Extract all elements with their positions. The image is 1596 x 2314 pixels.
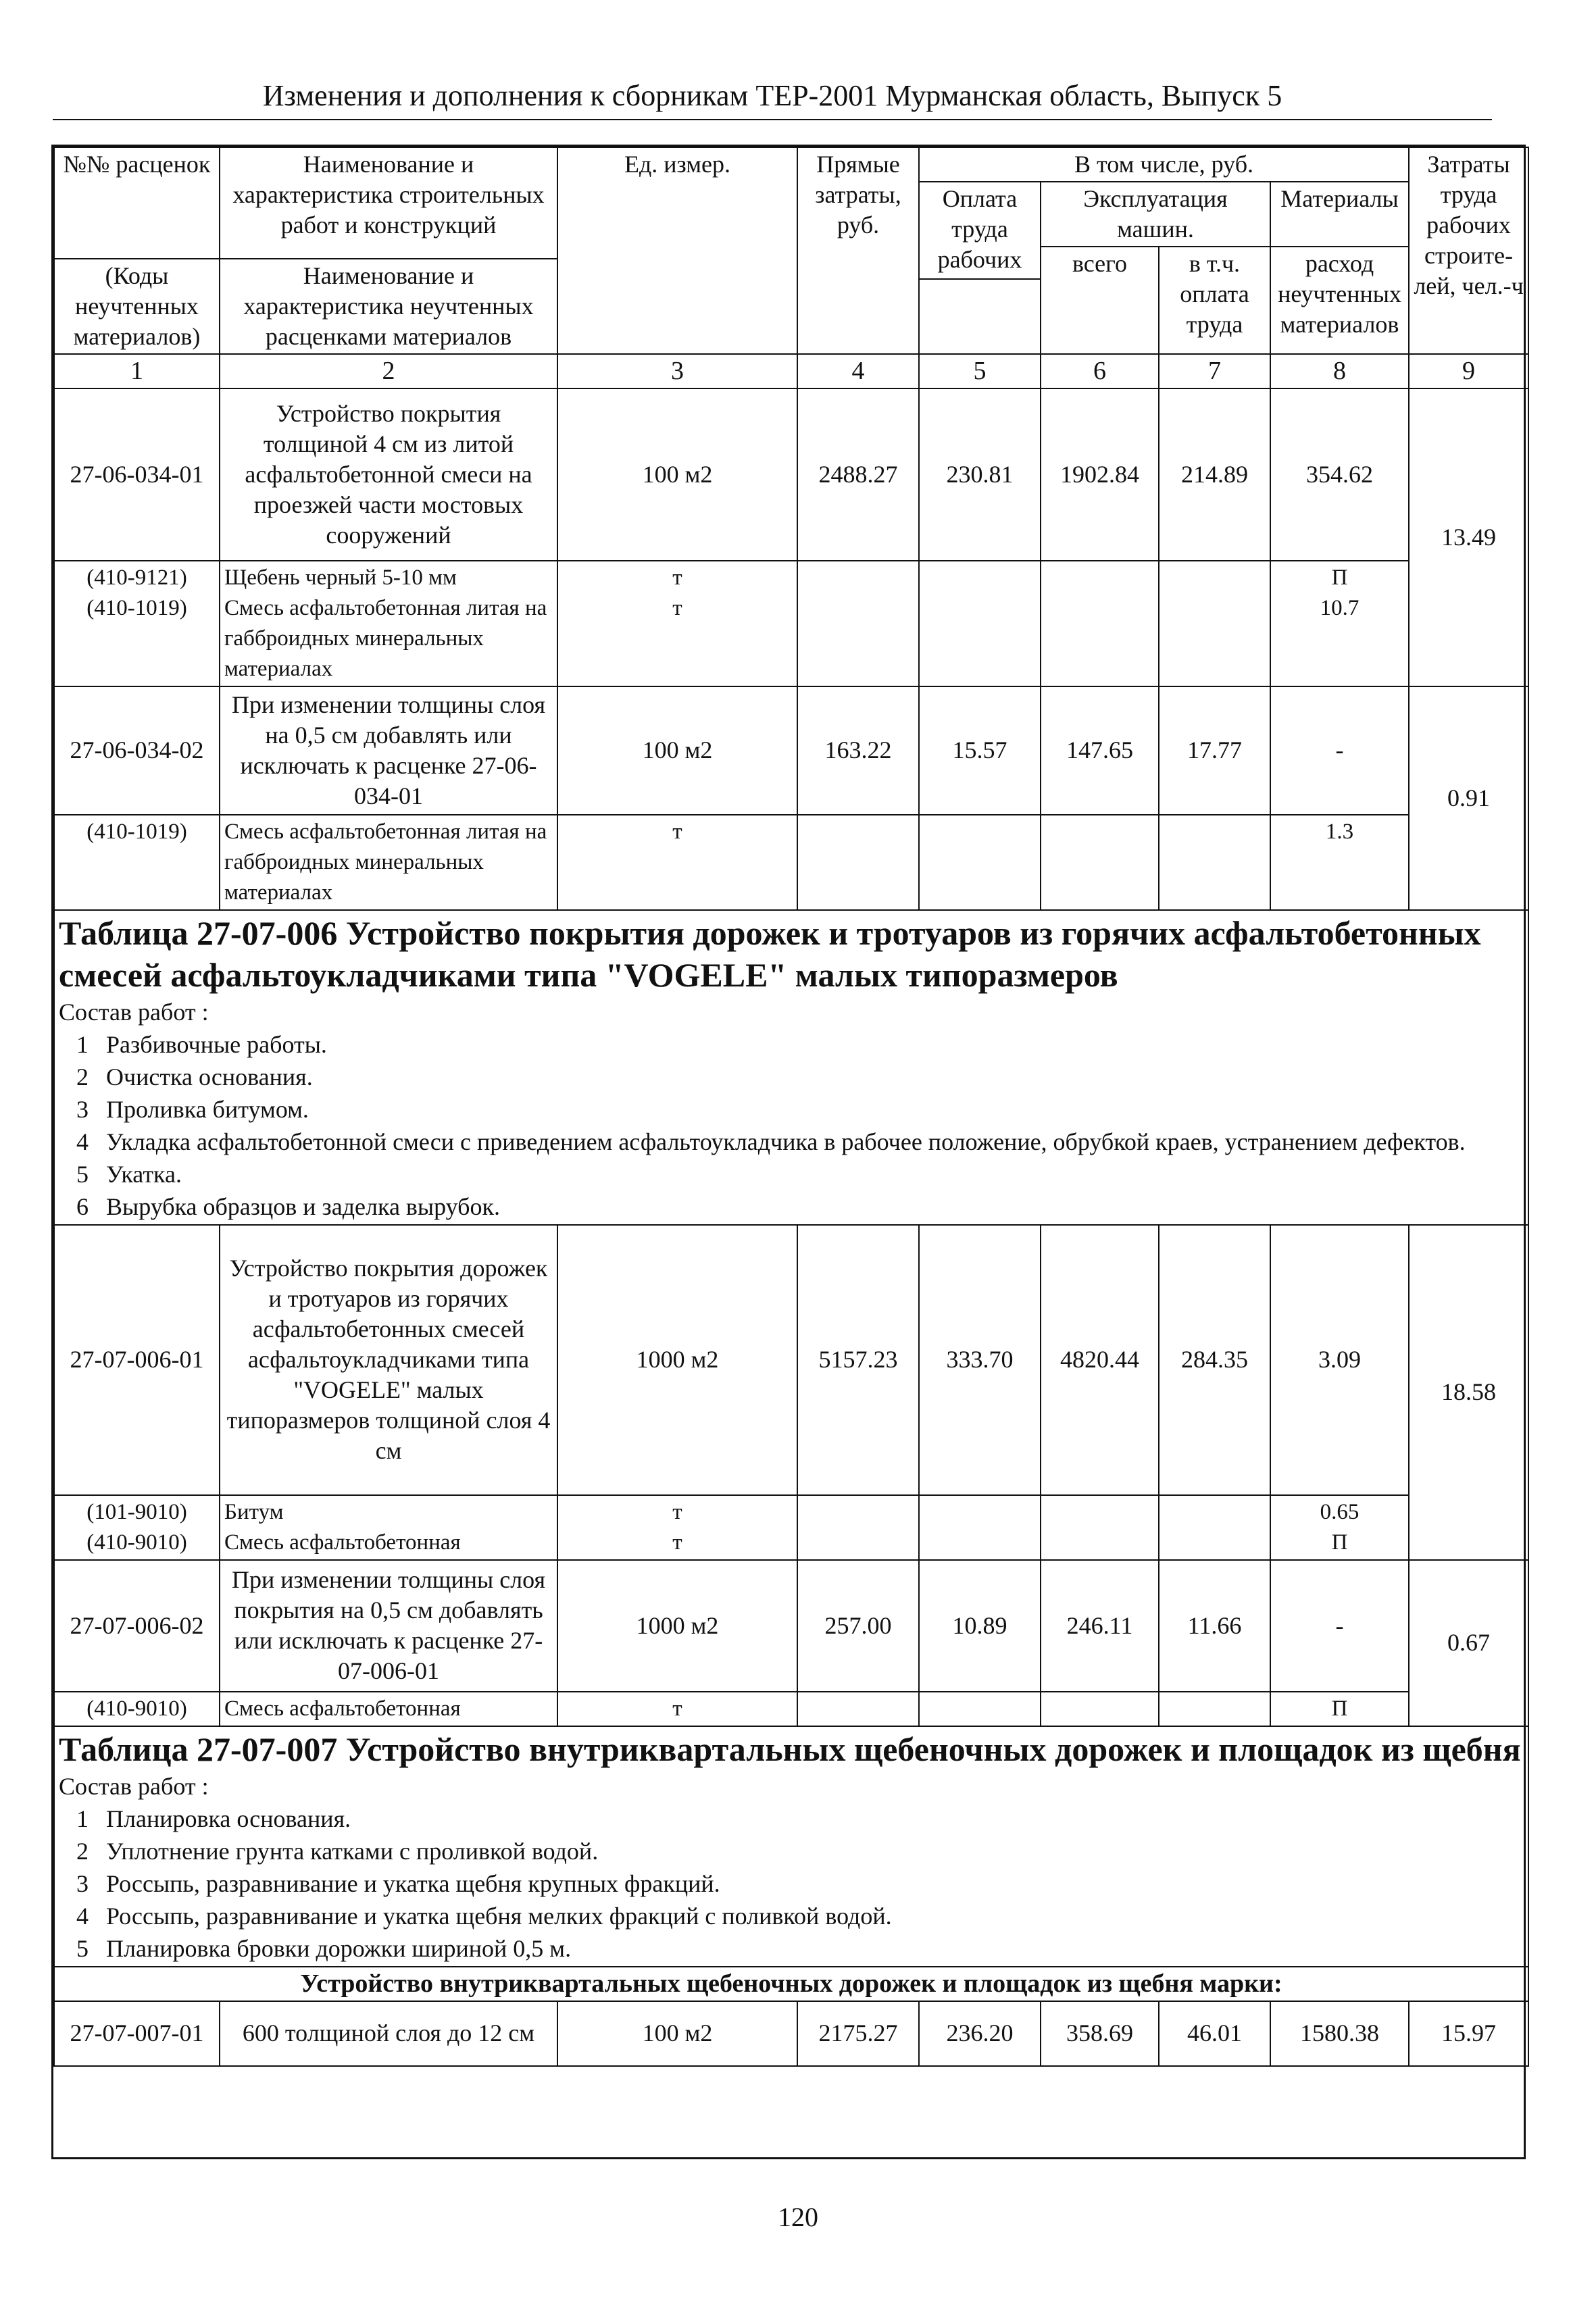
col-header-code-materials: (Коды неучтенных материалов) [54, 259, 220, 354]
col-header-name: Наименование и характеристика строительных работ и конструкций [220, 147, 557, 259]
rate-machine-labor: 284.35 [1159, 1225, 1270, 1495]
material-units: т т [557, 561, 797, 686]
work-step: 2 Уплотнение грунта катками с проливкой водой. [76, 1837, 599, 1865]
rate-labor-hours: 0.67 [1409, 1560, 1528, 1726]
work-step: 4 Укладка асфальтобетонной смеси с приведением асфальтоукладчика в рабочее положение, обрубкой краев, устранением дефектов. [76, 1128, 1466, 1155]
rate-machine-cost: 4820.44 [1041, 1225, 1159, 1495]
rate-name: При изменении толщины слоя покрытия на 0,5 см добавлять или исключать к расценке 27-07-006-01 [220, 1560, 557, 1692]
rates-table-frame [51, 145, 1526, 2159]
header-title: Изменения и дополнения к сборникам ТЕР-2001 Мурманская область, Выпуск 5 [262, 79, 1282, 112]
rate-code: 27-07-007-01 [54, 2001, 220, 2066]
rate-unit: 1000 м2 [557, 1225, 797, 1495]
rate-labor-hours: 18.58 [1409, 1225, 1528, 1560]
rate-name: Устройство покрытия дорожек и тротуаров из горячих асфальтобетонных смесей асфальтоукладчиками типа "VOGELE" малых типоразмеров толщиной слоя 4 см [220, 1225, 557, 1495]
col-number: 5 [919, 354, 1041, 388]
rate-unit: 1000 м2 [557, 1560, 797, 1692]
material-codes: (410-9121) (410-1019) [54, 561, 220, 686]
material-quantities: 1.3 [1270, 815, 1409, 910]
col-number: 1 [54, 354, 220, 388]
col-header-labor-spacer [919, 279, 1041, 354]
col-header-direct: Прямые затраты, руб. [797, 147, 919, 354]
rate-machine-cost: 147.65 [1041, 686, 1159, 815]
rate-labor-cost: 236.20 [919, 2001, 1041, 2066]
material-codes: (101-9010) (410-9010) [54, 1495, 220, 1560]
work-step: 4 Россыпь, разравнивание и укатка щебня мелких фракций с поливкой водой. [76, 1902, 892, 1930]
rate-machine-cost: 358.69 [1041, 2001, 1159, 2066]
rate-labor-hours: 15.97 [1409, 2001, 1528, 2066]
material-codes: (410-9010) [54, 1692, 220, 1726]
rate-name: 600 толщиной слоя до 12 см [220, 2001, 557, 2066]
rate-code: 27-07-006-02 [54, 1560, 220, 1692]
section-title: Таблица 27-07-007 Устройство внутриквартальных щебеночных дорожек и площадок из щебня [59, 1730, 1521, 1768]
col-header-materials: Материалы [1270, 182, 1409, 247]
rate-machine-labor: 214.89 [1159, 388, 1270, 561]
material-quantities: П [1270, 1692, 1409, 1726]
rate-machine-cost: 246.11 [1041, 1560, 1159, 1692]
work-composition-label: Состав работ : [59, 1772, 209, 1800]
material-names: Щебень черный 5-10 мм Смесь асфальтобетонная литая на габброидных минеральных материалах [220, 561, 557, 686]
rate-machine-cost: 1902.84 [1041, 388, 1159, 561]
rate-materials-cost: - [1270, 686, 1409, 815]
table-row [54, 388, 1528, 561]
rate-materials-cost: 3.09 [1270, 1225, 1409, 1495]
col-number: 6 [1041, 354, 1159, 388]
col-header-hours: Затраты труда рабочих строите- лей, чел.-ч [1409, 147, 1528, 354]
col-number: 7 [1159, 354, 1270, 388]
work-composition-label: Состав работ : [59, 998, 209, 1026]
col-number: 9 [1409, 354, 1528, 388]
rate-labor-cost: 230.81 [919, 388, 1041, 561]
section-row [54, 1726, 1528, 1967]
work-step: 5 Укатка. [76, 1160, 182, 1188]
rate-labor-hours: 0.91 [1409, 686, 1528, 910]
work-step: 5 Планировка бровки дорожки шириной 0,5 м. [76, 1934, 572, 1962]
rate-machine-labor: 11.66 [1159, 1560, 1270, 1692]
section-subtitle: Устройство внутриквартальных щебеночных дорожек и площадок из щебня марки: [54, 1967, 1528, 2001]
materials-row [54, 815, 1528, 910]
col-header-name-materials: Наименование и характеристика неучтенных расценками материалов [220, 259, 557, 354]
col-header-machines: Эксплуатация машин. [1041, 182, 1270, 247]
col-header-code: №№ расценок [54, 147, 220, 259]
work-step: 3 Россыпь, разравнивание и укатка щебня крупных фракций. [76, 1869, 720, 1897]
table-row [54, 1225, 1528, 1495]
col-number: 3 [557, 354, 797, 388]
material-names: Смесь асфальтобетонная [220, 1692, 557, 1726]
rate-labor-cost: 10.89 [919, 1560, 1041, 1692]
table-row [54, 686, 1528, 815]
rate-labor-hours: 13.49 [1409, 388, 1528, 686]
rate-materials-cost: - [1270, 1560, 1409, 1692]
rate-name: При изменении толщины слоя на 0,5 см добавлять или исключать к расценке 27-06-034-01 [220, 686, 557, 815]
material-quantities: П 10.7 [1270, 561, 1409, 686]
col-header-mach-total: всего [1041, 247, 1159, 354]
col-header-mat-usage: расход неучтенных материалов [1270, 247, 1409, 354]
rate-code: 27-07-006-01 [54, 1225, 220, 1495]
rate-machine-labor: 17.77 [1159, 686, 1270, 815]
col-header-unit: Ед. измер. [557, 147, 797, 354]
material-quantities: 0.65 П [1270, 1495, 1409, 1560]
material-codes: (410-1019) [54, 815, 220, 910]
rate-materials-cost: 1580.38 [1270, 2001, 1409, 2066]
rate-code: 27-06-034-02 [54, 686, 220, 815]
material-names: Битум Смесь асфальтобетонная [220, 1495, 557, 1560]
page-header [53, 76, 1492, 120]
table-row [54, 1560, 1528, 1692]
work-step: 6 Вырубка образцов и заделка вырубок. [76, 1192, 500, 1220]
page-number: 120 [778, 2202, 818, 2232]
work-step: 3 Проливка битумом. [76, 1095, 309, 1123]
materials-row [54, 561, 1528, 686]
rate-direct-cost: 2175.27 [797, 2001, 919, 2066]
work-step: 1 Планировка основания. [76, 1805, 351, 1832]
section-title: Таблица 27-07-006 Устройство покрытия дорожек и тротуаров из горячих асфальтобетонных смесей асфальтоукладчиками типа "VOGELE" малых типоразмеров [59, 913, 1481, 994]
rate-unit: 100 м2 [557, 2001, 797, 2066]
section-row [54, 910, 1528, 1225]
rate-labor-cost: 15.57 [919, 686, 1041, 815]
material-units: т [557, 815, 797, 910]
rate-code: 27-06-034-01 [54, 388, 220, 561]
rate-materials-cost: 354.62 [1270, 388, 1409, 561]
rate-direct-cost: 163.22 [797, 686, 919, 815]
section-27-07-006 [54, 910, 1528, 1225]
materials-row [54, 1692, 1528, 1726]
section-27-07-007 [54, 1726, 1528, 1967]
materials-row [54, 1495, 1528, 1560]
work-step: 1 Разбивочные работы. [76, 1030, 327, 1058]
table-row [54, 2001, 1528, 2066]
col-header-including: В том числе, руб. [919, 147, 1409, 182]
rate-unit: 100 м2 [557, 686, 797, 815]
rates-table [53, 147, 1529, 2067]
rate-unit: 100 м2 [557, 388, 797, 561]
rate-direct-cost: 2488.27 [797, 388, 919, 561]
col-header-mach-labor: в т.ч. оплата труда [1159, 247, 1270, 354]
rate-direct-cost: 257.00 [797, 1560, 919, 1692]
rate-labor-cost: 333.70 [919, 1225, 1041, 1495]
col-number: 4 [797, 354, 919, 388]
rate-machine-labor: 46.01 [1159, 2001, 1270, 2066]
col-number: 8 [1270, 354, 1409, 388]
col-number: 2 [220, 354, 557, 388]
material-units: т [557, 1692, 797, 1726]
work-step: 2 Очистка основания. [76, 1063, 313, 1090]
material-units: т т [557, 1495, 797, 1560]
col-header-labor: Оплата труда рабочих [919, 182, 1041, 279]
material-names: Смесь асфальтобетонная литая на габброидных минеральных материалах [220, 815, 557, 910]
rate-name: Устройство покрытия толщиной 4 см из литой асфальтобетонной смеси на проезжей части мостовых сооружений [220, 388, 557, 561]
rate-direct-cost: 5157.23 [797, 1225, 919, 1495]
